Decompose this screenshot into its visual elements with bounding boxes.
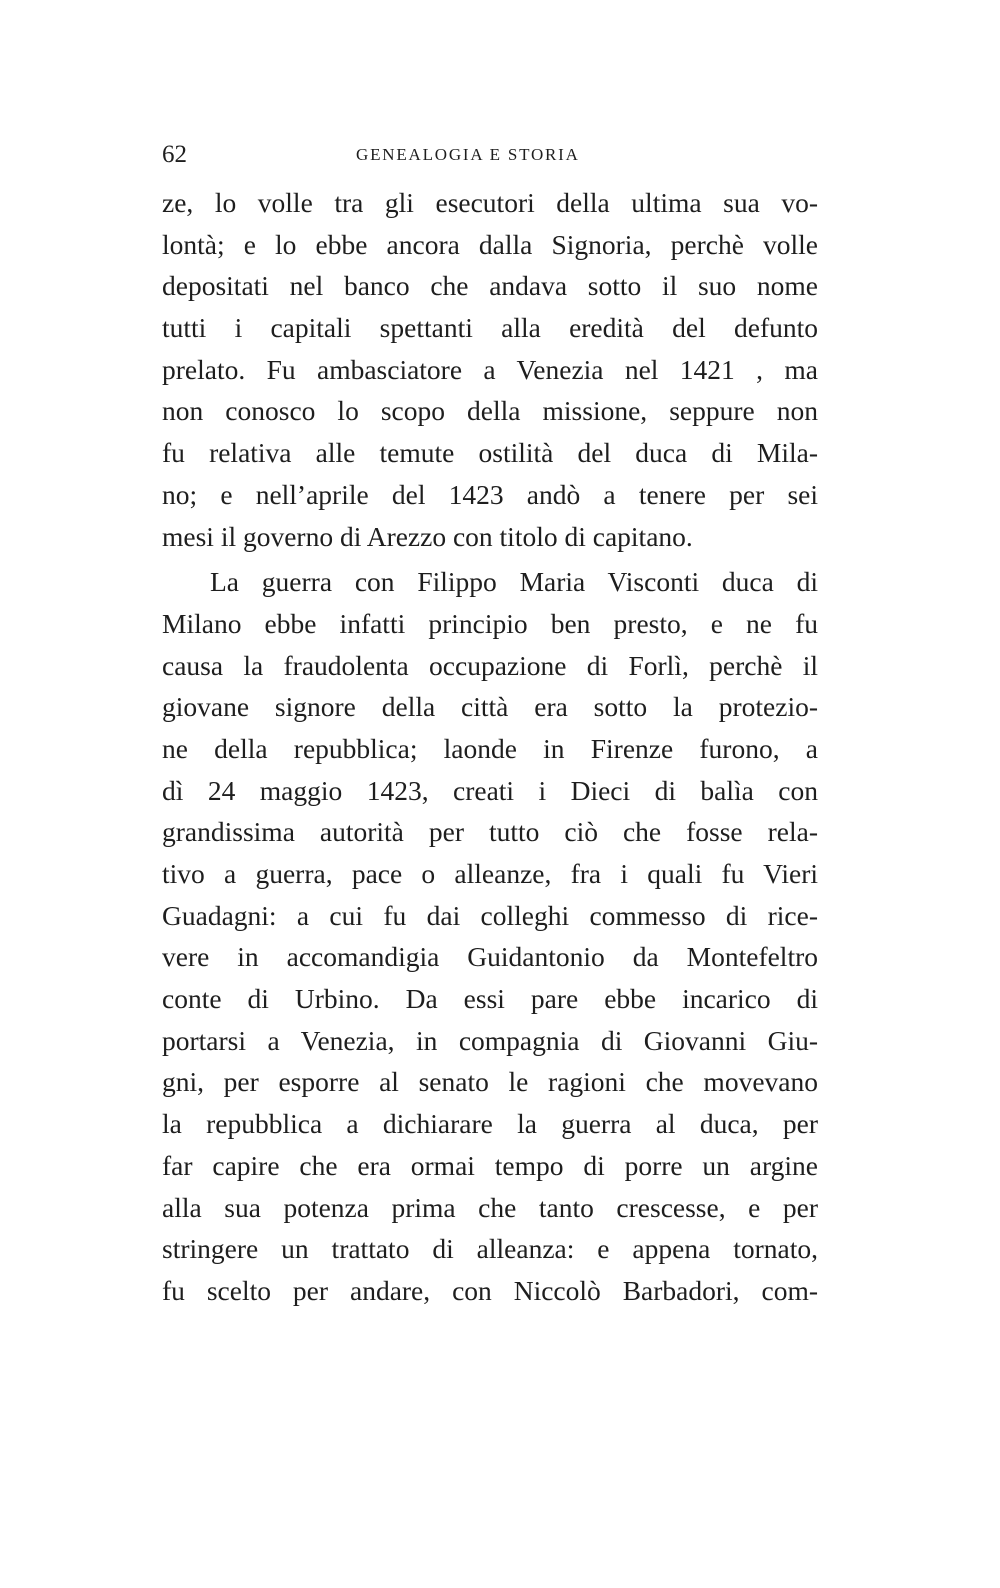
text-line: tivo a guerra, pace o alleanze, fra i quali fu Vieri — [162, 858, 818, 889]
text-line: conte di Urbino. Da essi pare ebbe incarico di — [162, 983, 818, 1015]
text-line: vere in accomandigia Guidantonio da Montefeltro — [162, 941, 818, 973]
text-line: causa la fraudolenta occupazione di Forlì, perchè il — [162, 649, 818, 681]
text-line: grandissima autorità per tutto ciò che fosse rela- — [162, 816, 818, 848]
paragraph-first-line: La guerra con Filippo Maria Visconti duca di — [210, 566, 818, 598]
text-line: portarsi a Venezia, in compagnia di Giovanni Giu- — [162, 1024, 818, 1056]
running-head — [162, 138, 822, 172]
text-line: Milano ebbe infatti principio ben presto, e ne fu — [162, 607, 818, 639]
text-line: gni, per esporre al senato le ragioni che movevano — [162, 1066, 818, 1098]
text-line: Guadagni: a cui fu dai colleghi commesso di rice- — [162, 899, 818, 931]
text-line: stringere un trattato di alleanza: e appena tornato, — [162, 1233, 818, 1265]
text-line: ze, lo volle tra gli esecutori della ultima sua vo- — [162, 187, 818, 218]
text-line: far capire che era ormai tempo di porre un argine — [162, 1149, 818, 1181]
text-line: prelato. Fu ambasciatore a Venezia nel 1421 , ma — [162, 353, 818, 385]
text-line: lontà; e lo ebbe ancora dalla Signoria, perchè volle — [162, 228, 818, 260]
text-line: giovane signore della città era sotto la protezio- — [162, 691, 818, 723]
text-line: la repubblica a dichiarare la guerra al duca, per — [162, 1108, 818, 1140]
text-line: non conosco lo scopo della missione, seppure non — [162, 395, 818, 427]
running-title: GENEALOGIA E STORIA — [356, 145, 580, 164]
text-line: tutti i capitali spettanti alla eredità del defunto — [162, 312, 818, 344]
text-line: mesi il governo di Arezzo con titolo di capitano. — [162, 520, 693, 552]
text-line: alla sua potenza prima che tanto crescesse, e per — [162, 1191, 818, 1223]
body-text — [162, 182, 818, 1312]
text-line: depositati nel banco che andava sotto il suo nome — [162, 270, 818, 302]
text-line: fu relativa alle temute ostilità del duca di Mila- — [162, 437, 818, 469]
text-line: no; e nell’aprile del 1423 andò a tenere per sei — [162, 478, 818, 510]
text-line: ne della repubblica; laonde in Firenze furono, a — [162, 732, 818, 764]
page-number: 62 — [162, 141, 187, 168]
text-line: fu scelto per andare, con Niccolò Barbadori, com- — [162, 1274, 818, 1306]
text-line: dì 24 maggio 1423, creati i Dieci di balìa con — [162, 774, 818, 806]
